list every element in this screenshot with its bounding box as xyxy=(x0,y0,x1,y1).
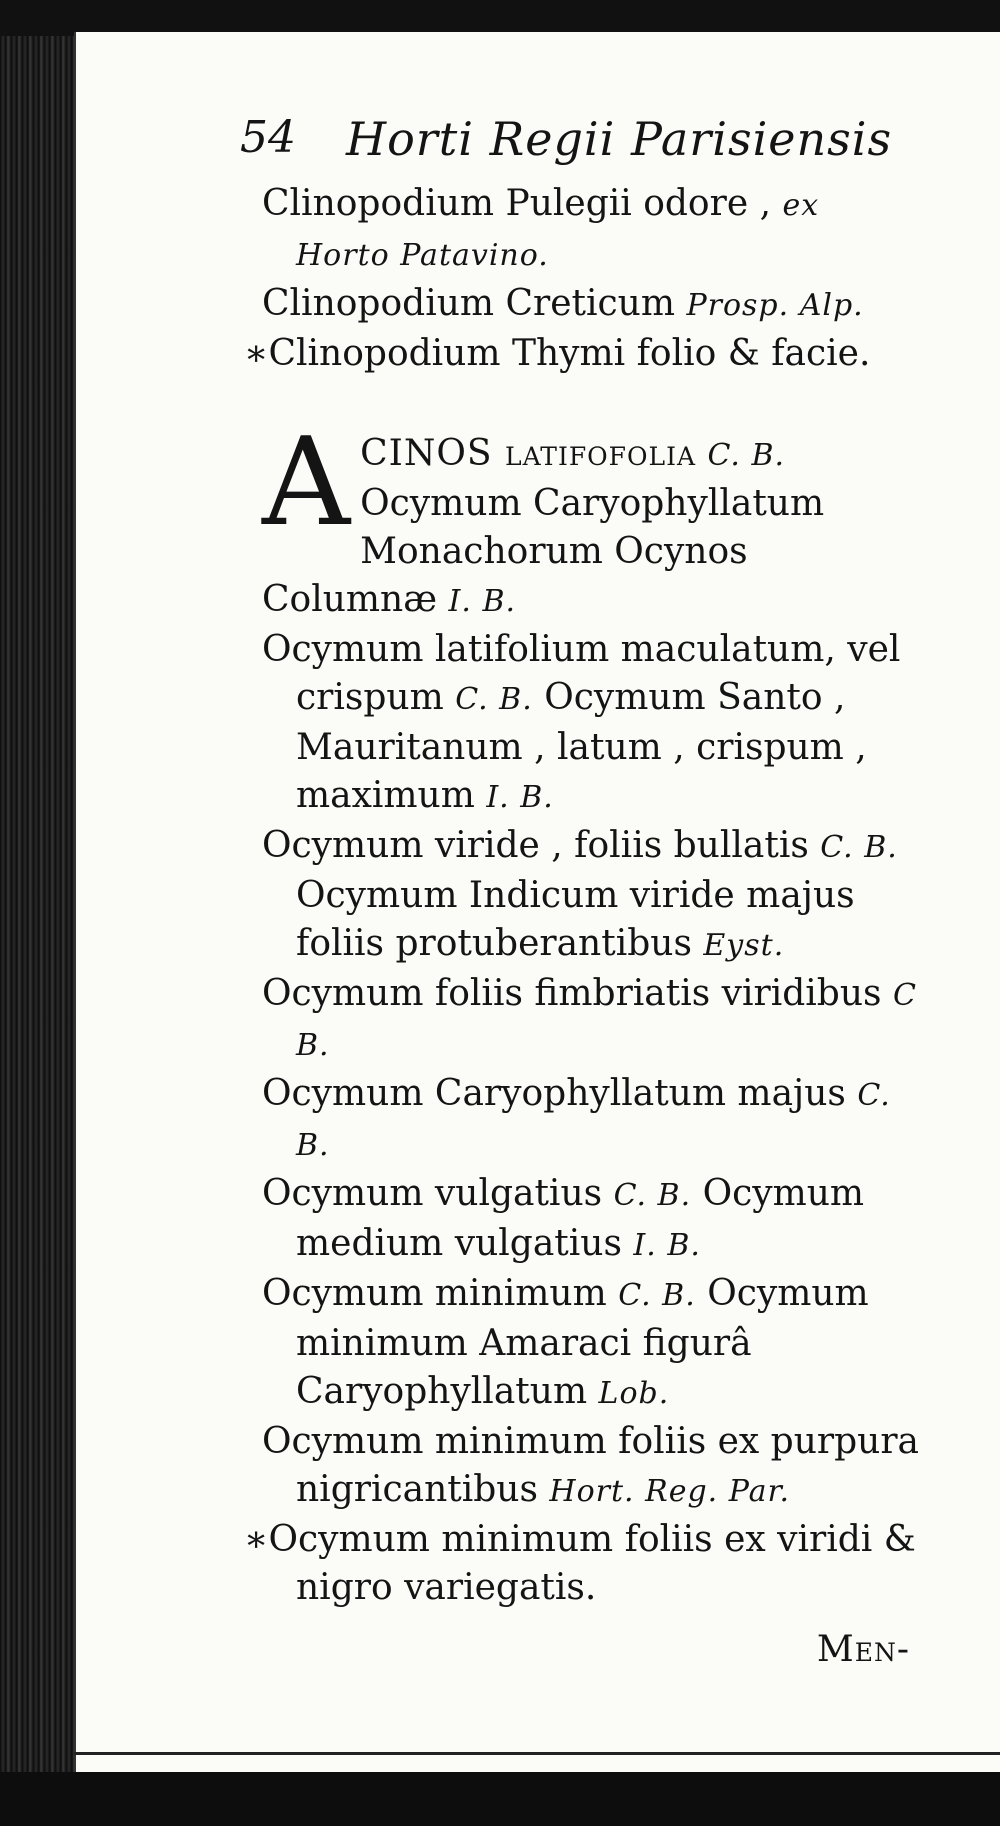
list-item: Ocymum viride , foliis bullatis C. B. Ocymum Indicum viride majus foliis protuberantibus Eyst. xyxy=(262,825,898,964)
running-title: Horti Regii Parisiensis xyxy=(346,112,893,166)
list-item: Ocymum foliis fimbriatis viridibus C B. xyxy=(262,973,917,1063)
list-item: Ocymum minimum C. B. Ocymum minimum Amaraci figurâ Caryophyllatum Lob. xyxy=(262,1273,869,1412)
scan-top-edge xyxy=(0,0,1000,36)
page-content xyxy=(240,112,922,1674)
list-item: Clinopodium Pulegii odore , ex Horto Patavino. xyxy=(262,183,820,273)
list-item: Clinopodium Creticum Prosp. Alp. xyxy=(262,283,864,324)
scan-bottom-edge xyxy=(0,1772,1000,1826)
list-item: Ocymum minimum foliis ex purpura nigricantibus Hort. Reg. Par. xyxy=(262,1421,920,1510)
list-item-starred: ∗Ocymum minimum foliis ex viridi & nigro variegatis. xyxy=(244,1519,916,1608)
page-number: 54 xyxy=(240,112,296,163)
list-item: Ocymum vulgatius C. B. Ocymum medium vulgatius I. B. xyxy=(262,1173,865,1264)
drop-cap-entry: A CINOS latifofolia C. B. Ocymum Caryophyllatum Monachorum Ocynos Columnæ I. B. xyxy=(262,411,825,620)
drop-cap: A xyxy=(262,411,351,553)
list-item: Ocymum latifolium maculatum, vel crispum C. B. Ocymum Santo , Mauritanum , latum , crispum , maximum I. B. xyxy=(262,629,901,816)
list-item: Ocymum Caryophyllatum majus C. B. xyxy=(262,1073,891,1163)
book-spine xyxy=(0,0,78,1826)
running-header xyxy=(240,112,922,174)
list-item-starred: ∗Clinopodium Thymi folio & facie. xyxy=(244,333,871,374)
catchword: Men- xyxy=(816,1629,910,1670)
page-bottom-edge xyxy=(74,1752,1000,1755)
